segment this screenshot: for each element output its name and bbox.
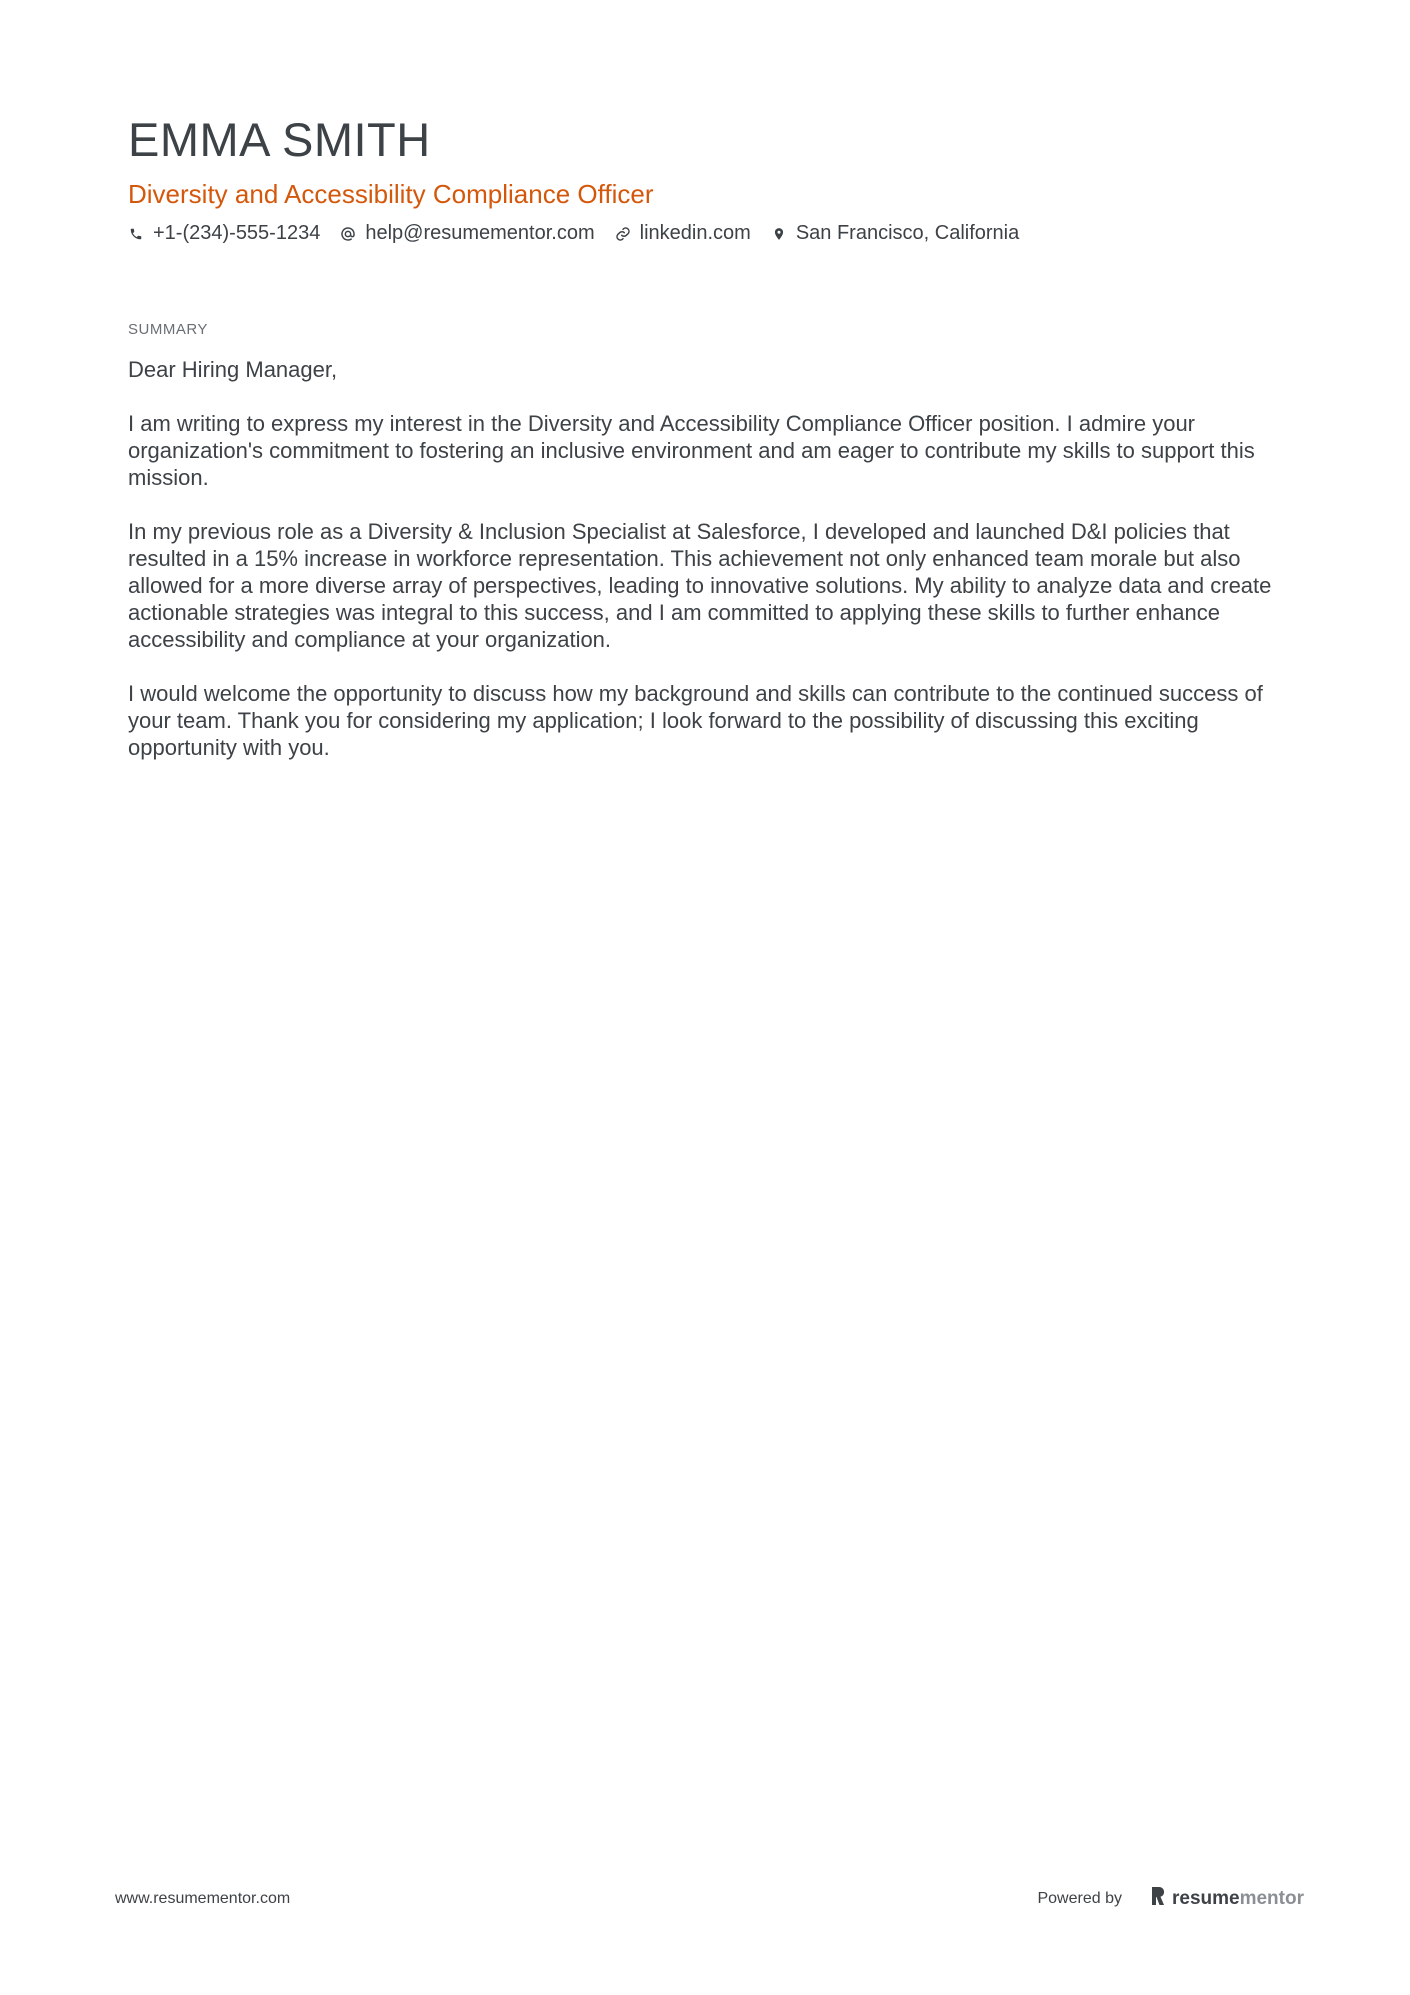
phone-icon xyxy=(128,225,144,243)
contact-phone xyxy=(128,222,320,245)
candidate-name: EMMA SMITH xyxy=(128,113,431,166)
letter-paragraph: In my previous role as a Diversity & Inclusion Specialist at Salesforce, I developed and launched D&I policies that resulted in a 15% increase in workforce representation. This achievement not only enhanced team morale but also allowed for a more diverse array of perspectives, leading to innovative solutions. My ability to analyze data and create actionable strategies was integral to this success, and I am committed to applying these skills to further enhance accessibility and compliance at your organization. xyxy=(128,519,1272,653)
phone-text: +1-(234)-555-1234 xyxy=(153,222,321,245)
brand-name-part2: mentor xyxy=(1239,1888,1304,1909)
section-heading-summary: SUMMARY xyxy=(128,321,208,339)
resumementor-logo-icon xyxy=(1150,1886,1166,1912)
contact-bar xyxy=(128,222,1278,245)
location-text: San Francisco, California xyxy=(795,222,1020,245)
letter-paragraph: I would welcome the opportunity to discuss how my background and skills can contribute to the continued success of your team. Thank you for considering my application; I look forward to the possibility of discussing this exciting opportunity with you. xyxy=(128,681,1263,761)
cover-letter-body xyxy=(128,356,1278,761)
letter-greeting: Dear Hiring Manager, xyxy=(128,357,338,383)
powered-by-label: Powered by xyxy=(1037,1890,1122,1907)
contact-email[interactable] xyxy=(340,222,594,245)
brand-name-part1: resume xyxy=(1171,1888,1240,1909)
footer-website[interactable]: www.resumementor.com xyxy=(115,1890,291,1907)
location-icon xyxy=(771,225,787,243)
at-icon xyxy=(340,225,356,243)
contact-location xyxy=(771,222,1019,245)
brand-logo[interactable] xyxy=(1150,1886,1304,1912)
letter-paragraph: I am writing to express my interest in the Diversity and Accessibility Compliance Officer position. I admire your organization's commitment to fostering an inclusive environment and am eager to contribute my skills to support this mission. xyxy=(128,411,1255,491)
linkedin-text[interactable]: linkedin.com xyxy=(639,222,751,245)
page-footer xyxy=(115,1886,1304,1912)
email-text[interactable]: help@resumementor.com xyxy=(365,222,595,245)
resume-page xyxy=(128,112,1278,788)
contact-linkedin[interactable] xyxy=(615,222,751,245)
job-title: Diversity and Accessibility Compliance Officer xyxy=(128,179,654,210)
link-icon xyxy=(615,225,631,243)
powered-by xyxy=(1037,1886,1304,1912)
